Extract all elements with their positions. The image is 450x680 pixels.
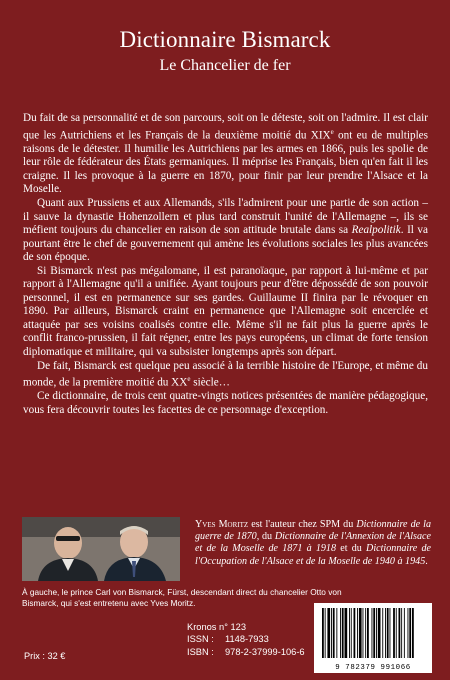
book-ref-1870: Dictionnaire de la guerre de 1870 bbox=[195, 519, 432, 543]
back-cover-text bbox=[23, 112, 428, 418]
book-ref-occupation: Dictionnaire de l'Occupation de l'Alsace et de la Moselle de 1940 à 1945 bbox=[195, 543, 431, 567]
barcode-bar bbox=[404, 608, 405, 658]
barcode-bar bbox=[359, 608, 362, 658]
book-subtitle: Le Chancelier de fer bbox=[159, 57, 291, 74]
paragraph-4: De fait, Bismarck est quelque peu associé à la terrible histoire de l'Europe, et même du monde, de la première moitié du XXe siècle… bbox=[23, 359, 428, 389]
author-photo bbox=[22, 517, 180, 581]
barcode-bar bbox=[390, 608, 391, 658]
book-ref-annexion: Dictionnaire de l'Annexion de l'Alsace et de la Moselle de 1871 à 1918 bbox=[195, 531, 431, 555]
barcode-bar bbox=[412, 608, 414, 658]
barcode-bar bbox=[401, 608, 402, 658]
barcode-digits: 9 782379 991066 bbox=[335, 664, 411, 672]
author-name: Yves Moritz bbox=[195, 519, 249, 530]
barcode-bar bbox=[331, 608, 332, 658]
paragraph-3: Si Bismarck n'est pas mégalomane, il est paranoïaque, par rapport à lui-même et par rapport à l'Allemagne qu'il a unifiée. Ayant toujours peur d'être dépossédé de son pouvoir personnel, il est en permanence sur ses gardes. Guillaume II finira par le révoquer en 1890. Par ailleurs, Bismarck craint en permanence que l'Allemagne soit encerclée et attaquée par ses voisins coalisés contre elle. Même s'il ne fait plus la guerre après le conflit franco-prussien, il fait régner, entre les pays européens, un climat de forte tension diplomatique et militaire, qui va subsister longtemps après son départ. bbox=[23, 264, 428, 359]
barcode-bar bbox=[345, 608, 348, 658]
isbn-barcode bbox=[314, 603, 432, 673]
barcode-bar bbox=[378, 608, 381, 658]
publication-meta bbox=[187, 621, 305, 658]
barcode-bar bbox=[327, 608, 330, 658]
barcode-bar bbox=[367, 608, 369, 658]
paragraph-5: Ce dictionnaire, de trois cent quatre-vingts notices présentées de manière pédagogique, vous fera découvrir toutes les facettes de ce personnage d'exception. bbox=[23, 390, 428, 416]
barcode-bar bbox=[382, 608, 383, 658]
barcode-bar bbox=[387, 608, 389, 658]
barcode-bar bbox=[322, 608, 324, 658]
barcode-bar bbox=[393, 608, 395, 658]
barcode-bar bbox=[340, 608, 341, 658]
barcode-bar bbox=[399, 608, 401, 658]
barcode-bar bbox=[349, 608, 350, 658]
barcode-bar bbox=[365, 608, 366, 658]
photo-caption: À gauche, le prince Carl von Bismarck, Fürst, descendant direct du chancelier Otto von Bismarck, qui s'est entretenu avec Yves Moritz. bbox=[22, 587, 342, 608]
barcode-bar bbox=[357, 608, 358, 658]
barcode-bar bbox=[325, 608, 326, 658]
barcode-bar bbox=[363, 608, 364, 658]
barcode-bar bbox=[373, 608, 375, 658]
price: Prix : 32 € bbox=[24, 651, 66, 661]
barcode-bar bbox=[408, 608, 409, 658]
book-title: Dictionnaire Bismarck bbox=[119, 27, 331, 52]
barcode-bar bbox=[354, 608, 356, 658]
paragraph-1: Du fait de sa personnalité et de son parcours, soit on le déteste, soit on l'admire. Il est clair que les Autrichiens et les Français de la deuxième moitié du XIXe ont eu de multiples raisons de le détester. Il humilie les Autrichiens par les armes en 1866, puis les spolie de leur rôle de fédérateur des États germaniques. Il méprise les Français, bien qu'en fait il les craigne. Il les provoque à la guerre en 1870, pour finir par leur prendre l'Alsace et la Moselle. bbox=[23, 112, 429, 196]
barcode-bar bbox=[376, 608, 377, 658]
paragraph-2: Quant aux Prussiens et aux Allemands, s'ils l'admirent pour une partie de son action – il sauve la dynastie Hohenzollern et plus tard construit l'unité de l'Allemagne –, ils se méfient toujours du chancelier en raison de son attitude brutale dans sa Realpolitik. Il va pourtant être le chef de gouvernement qui amène les évolutions sociales les plus avancées de son époque. bbox=[23, 197, 428, 264]
barcode-bar bbox=[336, 608, 337, 658]
isbn-row: ISBN : 978-2-37999-106-6 bbox=[187, 646, 305, 657]
barcode-bar bbox=[385, 608, 386, 658]
author-bio: Yves Moritz est l'auteur chez SPM du Dictionnaire de la guerre de 1870, du Dictionnaire de l'Annexion de l'Alsace et de la Moselle de 1871 à 1918 et du Dictionnaire de l'Occupation de l'Alsace et de la Moselle de 1940 à 1945. bbox=[195, 519, 432, 567]
issn-row: ISSN : 1148-7933 bbox=[187, 634, 269, 645]
barcode-bar bbox=[409, 608, 411, 658]
barcode-bar bbox=[396, 608, 397, 658]
barcode-bar bbox=[351, 608, 352, 658]
barcode-bar bbox=[333, 608, 335, 658]
barcode-bar bbox=[342, 608, 344, 658]
barcode-bar bbox=[372, 608, 373, 658]
series-number: Kronos n° 123 bbox=[187, 622, 247, 632]
